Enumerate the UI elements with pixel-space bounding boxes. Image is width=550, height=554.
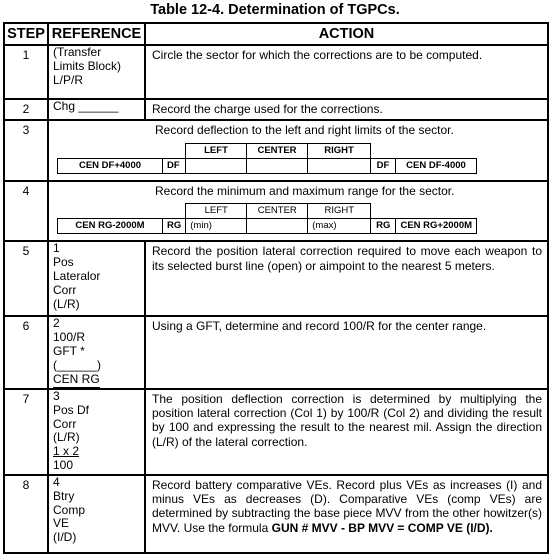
header-reference: REFERENCE — [48, 23, 145, 45]
header-row — [4, 23, 548, 45]
table-row — [4, 99, 548, 120]
col-center: CENTER — [247, 204, 308, 219]
table-row — [4, 241, 548, 316]
deflection-subtable — [57, 143, 477, 174]
step-number: 2 — [22, 102, 30, 116]
left-limit-box: CEN DF+4000 — [58, 158, 163, 173]
col-left: LEFT — [186, 143, 247, 158]
max-value: (max) — [308, 219, 371, 234]
right-limit-box: CEN DF-4000 — [396, 158, 477, 173]
col-right: RIGHT — [308, 204, 371, 219]
table-row — [4, 45, 548, 99]
min-value: (min) — [186, 219, 247, 234]
left-unit: RG — [163, 219, 186, 234]
table-row — [4, 316, 548, 389]
header-action: ACTION — [145, 23, 548, 45]
max-limit-box: CEN RG+2000M — [396, 219, 477, 234]
step-number: 7 — [22, 391, 30, 406]
action-cell: Record battery comparative VEs. Record plus VEs as increases (I) and minus VEs as decreases (D). Comparative VEs (comp VEs) are determined by subtracting the base piece MVV from the other howitzer(s) MVV. Use the formula GUN # MVV - BP MVV = COMP VE (I/D). — [145, 475, 548, 553]
comp-ve-formula: GUN # MVV - BP MVV = COMP VE (I/D). — [271, 520, 493, 535]
tgpc-table — [3, 22, 549, 554]
step-number: 1 — [22, 48, 30, 62]
step-number: 6 — [22, 319, 30, 334]
left-unit: DF — [163, 158, 186, 173]
right-unit: DF — [371, 158, 396, 173]
reference-cell: (Transfer Limits Block) L/P/R — [48, 45, 145, 99]
reference-cell: 1 Pos Lateralor Corr (L/R) — [48, 241, 145, 316]
action-cell: Circle the sector for which the corrections are to be computed. — [145, 45, 548, 99]
action-cell: Record the charge used for the corrections. — [145, 99, 548, 120]
step-number: 8 — [22, 477, 30, 492]
action-cell: Record deflection to the left and right limits of the sector. LEFT CENTER RIGHT CEN DF+4000 DF DF CEN DF-4000 — [48, 120, 548, 180]
action-cell: Record the position lateral correction required to move each weapon to its selected burst line (open) or aimpoint to the nearest 5 meters. — [145, 241, 548, 316]
action-cell: Using a GFT, determine and record 100/R for the center range. — [145, 316, 548, 389]
reference-cell: 4 Btry Comp VE (I/D) — [48, 475, 145, 553]
action-cell: The position deflection correction is determined by multiplying the position lateral correction (Col 1) by 100/R (Col 2) and dividing the result by 100 and expressing the result to the nearest mil. Assign the direction (L/R) of the lateral correction. — [145, 389, 548, 475]
step-number: 3 — [22, 123, 30, 138]
min-limit-box: CEN RG-2000M — [58, 219, 163, 234]
header-step: STEP — [4, 23, 48, 45]
table-caption: Table 12-4. Determination of TGPCs. — [150, 2, 400, 18]
reference-cell: Chg ______ — [48, 99, 145, 120]
charge-blank: ______ — [78, 99, 119, 113]
table-row — [4, 475, 548, 553]
table-row — [4, 389, 548, 475]
range-subtable — [57, 203, 477, 234]
step-number: 5 — [22, 244, 30, 259]
step-number: 4 — [22, 183, 30, 198]
reference-cell: 3 Pos Df Corr (L/R) 1 x 2 100 — [48, 389, 145, 475]
right-unit: RG — [371, 219, 396, 234]
action-cell: Record the minimum and maximum range for the sector. LEFT CENTER RIGHT CEN RG-2000M RG (min) (max) RG CEN RG+2000M — [48, 181, 548, 241]
col-left: LEFT — [186, 204, 247, 219]
reference-cell: 2 100/R GFT * (______) CEN RG — [48, 316, 145, 389]
table-row — [4, 120, 548, 180]
col-center: CENTER — [247, 143, 308, 158]
table-row — [4, 181, 548, 241]
col-right: RIGHT — [308, 143, 371, 158]
